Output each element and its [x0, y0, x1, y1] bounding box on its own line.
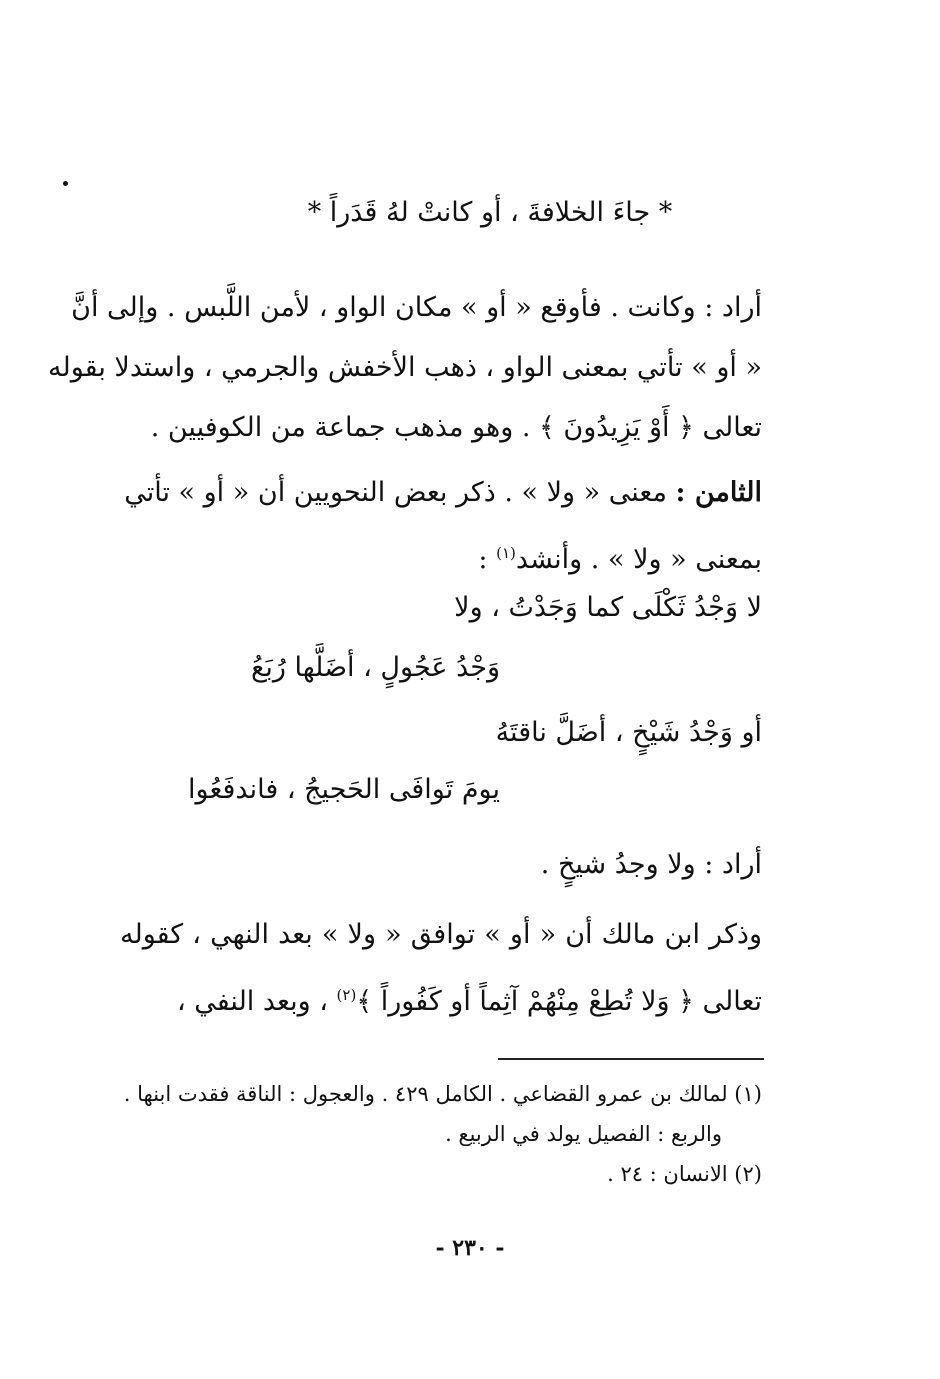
section-8-line-2-end: :: [478, 544, 488, 575]
section-8-lead: الثامن :: [675, 477, 762, 508]
section-8-line-2: [478, 533, 762, 580]
section-8-line-1: [124, 473, 762, 513]
footnote-2: (٢) الانسان : ٢٤ .: [607, 1162, 762, 1186]
paragraph-1-line-3: تعالى ﴿ أَوْ يَزِيدُونَ ﴾ . وهو مذهب جماعة من الكوفيين .: [150, 412, 762, 443]
after-poem-line: أراد : ولا وجدُ شيخٍ .: [540, 849, 762, 880]
header-verse: * جاءَ الخلافةَ ، أو كانتْ لهُ قَدَراً *: [307, 197, 673, 228]
poem-line-3: أو وَجْدُ شَيْخٍ ، أضَلَّ ناقتَهُ: [495, 717, 762, 748]
footnote-ref-2: (٢): [336, 986, 357, 1004]
paragraph-2-line-2-b: ، وبعد النفي ،: [176, 986, 328, 1017]
paragraph-2-line-1: وذكر ابن مالك أن « أو » توافق « ولا » بعد النهي ، كقوله: [120, 919, 762, 950]
footnote-1-line-2: والربع : الفصيل يولد في الربيع .: [445, 1122, 722, 1146]
footnote-separator: [498, 1058, 764, 1060]
section-8-line-1-rest: معنى « ولا » . ذكر بعض النحويين أن « أو » تأتي: [124, 477, 667, 508]
footnote-1-line-1: (١) لمالك بن عمرو القضاعي . الكامل ٤٢٩ . والعجول : الناقة فقدت ابنها .: [123, 1082, 762, 1106]
poem-line-2: وَجْدُ عَجُولٍ ، أضَلَّها رُبَعُ: [250, 652, 500, 683]
page-number: - ٢٣٠ -: [435, 1235, 505, 1261]
poem-line-4: يومَ تَوافَى الحَجيجُ ، فاندفَعُوا: [188, 774, 500, 805]
page-speck: [63, 181, 68, 186]
section-8-line-2-text: بمعنى « ولا » . وأنشد: [515, 544, 762, 575]
footnote-ref-1: (١): [496, 544, 516, 562]
paragraph-2-line-2: [177, 975, 762, 1022]
paragraph-1-line-2: « أو » تأتي بمعنى الواو ، ذهب الأخفش والجرمي ، واستدلا بقوله: [48, 352, 762, 383]
paragraph-1-line-1: أراد : وكانت . فأوقع « أو » مكان الواو ، لأمن اللَّبس . وإلى أنَّ: [71, 292, 762, 323]
poem-line-1: لا وَجْدُ ثَكْلَى كما وَجَدْتُ ، ولا: [454, 592, 762, 623]
paragraph-2-line-2-a: تعالى ﴿ وَلا تُطِعْ مِنْهُمْ آثِماً أو كَفُوراً ﴾: [356, 986, 762, 1017]
